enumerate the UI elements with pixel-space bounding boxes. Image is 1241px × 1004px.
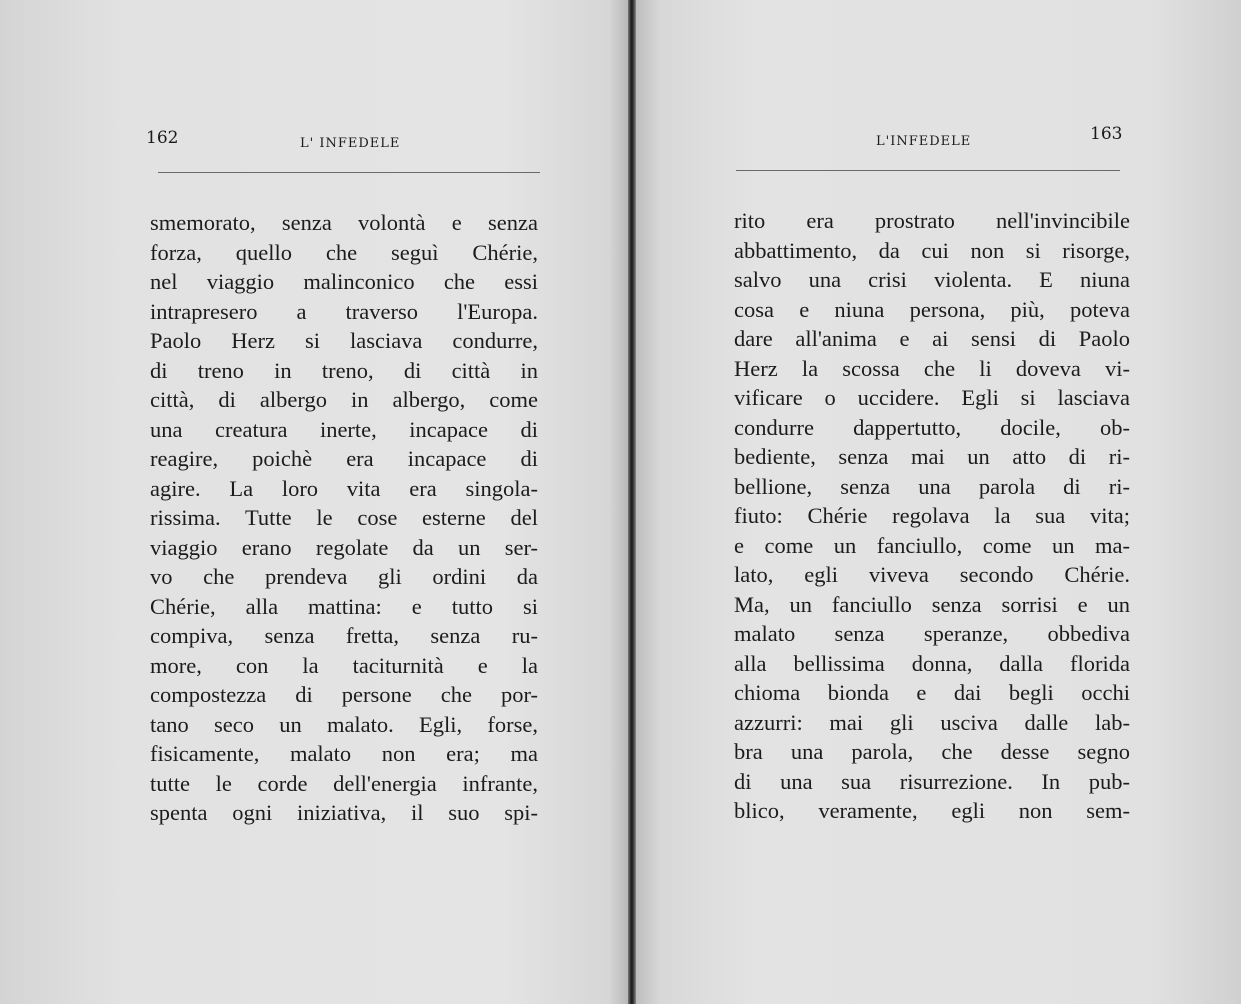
text-line: rissima. Tutte le cose esterne del [150,505,538,530]
text-line: abbattimento, da cui non si risorge, [734,237,1130,263]
text-line: lato, egli viveva secondo Chérie. [734,562,1130,587]
right-running-title: L'INFEDELE [876,134,972,149]
text-line: vo che prendeva gli ordini da [150,564,538,589]
text-line: tano seco un malato. Egli, forse, [150,711,538,737]
text-line: salvo una crisi violenta. E niuna [734,267,1130,292]
text-line: compostezza di persone che por- [150,682,538,707]
right-page-text [734,206,1130,826]
text-line: di treno in treno, di città in [150,357,538,383]
text-line: nel viaggio malinconico che essi [150,269,538,294]
text-line: tutte le corde dell'energia infrante, [150,770,538,796]
text-line: città, di albergo in albergo, come [150,387,538,412]
text-line: vificare o uccidere. Egli si lasciava [734,385,1130,410]
book-gutter [628,0,636,1004]
text-line: una creatura inerte, incapace di [150,416,538,442]
right-page [636,0,1241,1004]
text-line: Paolo Herz si lasciava condurre, [150,328,538,353]
text-line: Chérie, alla mattina: e tutto si [150,593,538,619]
text-line: viaggio erano regolate da un ser- [150,534,538,560]
text-line: smemorato, senza volontà e senza [150,210,538,235]
text-line: alla bellissima donna, dalla florida [734,650,1130,676]
text-line: azzurri: mai gli usciva dalle lab- [734,709,1130,735]
left-running-title: L' INFEDELE [300,136,401,151]
text-line: chioma bionda e dai begli occhi [734,680,1130,705]
text-line: intrapresero a traverso l'Europa. [150,298,538,324]
text-line: Herz la scossa che li doveva vi- [734,355,1130,381]
text-line: e come un fanciullo, come un ma- [734,532,1130,558]
text-line: di una sua risurrezione. In pub- [734,768,1130,794]
text-line: compiva, senza fretta, senza ru- [150,623,538,648]
text-line: blico, veramente, egli non sem- [734,798,1130,823]
text-line: agire. La loro vita era singola- [150,475,538,501]
text-line: Ma, un fanciullo senza sorrisi e un [734,591,1130,617]
text-line: spenta ogni iniziativa, il suo spi- [150,800,538,825]
right-header-rule [736,170,1120,171]
text-line: dare all'anima e ai sensi di Paolo [734,326,1130,351]
left-header-rule [158,172,540,173]
text-line: malato senza speranze, obbediva [734,621,1130,646]
text-line: bediente, senza mai un atto di ri- [734,444,1130,469]
text-line: fiuto: Chérie regolava la sua vita; [734,503,1130,528]
text-line: bellione, senza una parola di ri- [734,473,1130,499]
text-line: rito era prostrato nell'invincibile [734,208,1130,233]
left-page-number: 162 [146,128,179,148]
text-line: more, con la taciturnità e la [150,652,538,678]
text-line: condurre dappertutto, docile, ob- [734,414,1130,440]
text-line: cosa e niuna persona, più, poteva [734,296,1130,322]
text-line: forza, quello che seguì Chérie, [150,239,538,265]
text-line: bra una parola, che desse segno [734,739,1130,764]
left-page-text [150,208,538,828]
right-page-number: 163 [1090,124,1123,144]
text-line: reagire, poichè era incapace di [150,446,538,471]
text-line: fisicamente, malato non era; ma [150,741,538,766]
